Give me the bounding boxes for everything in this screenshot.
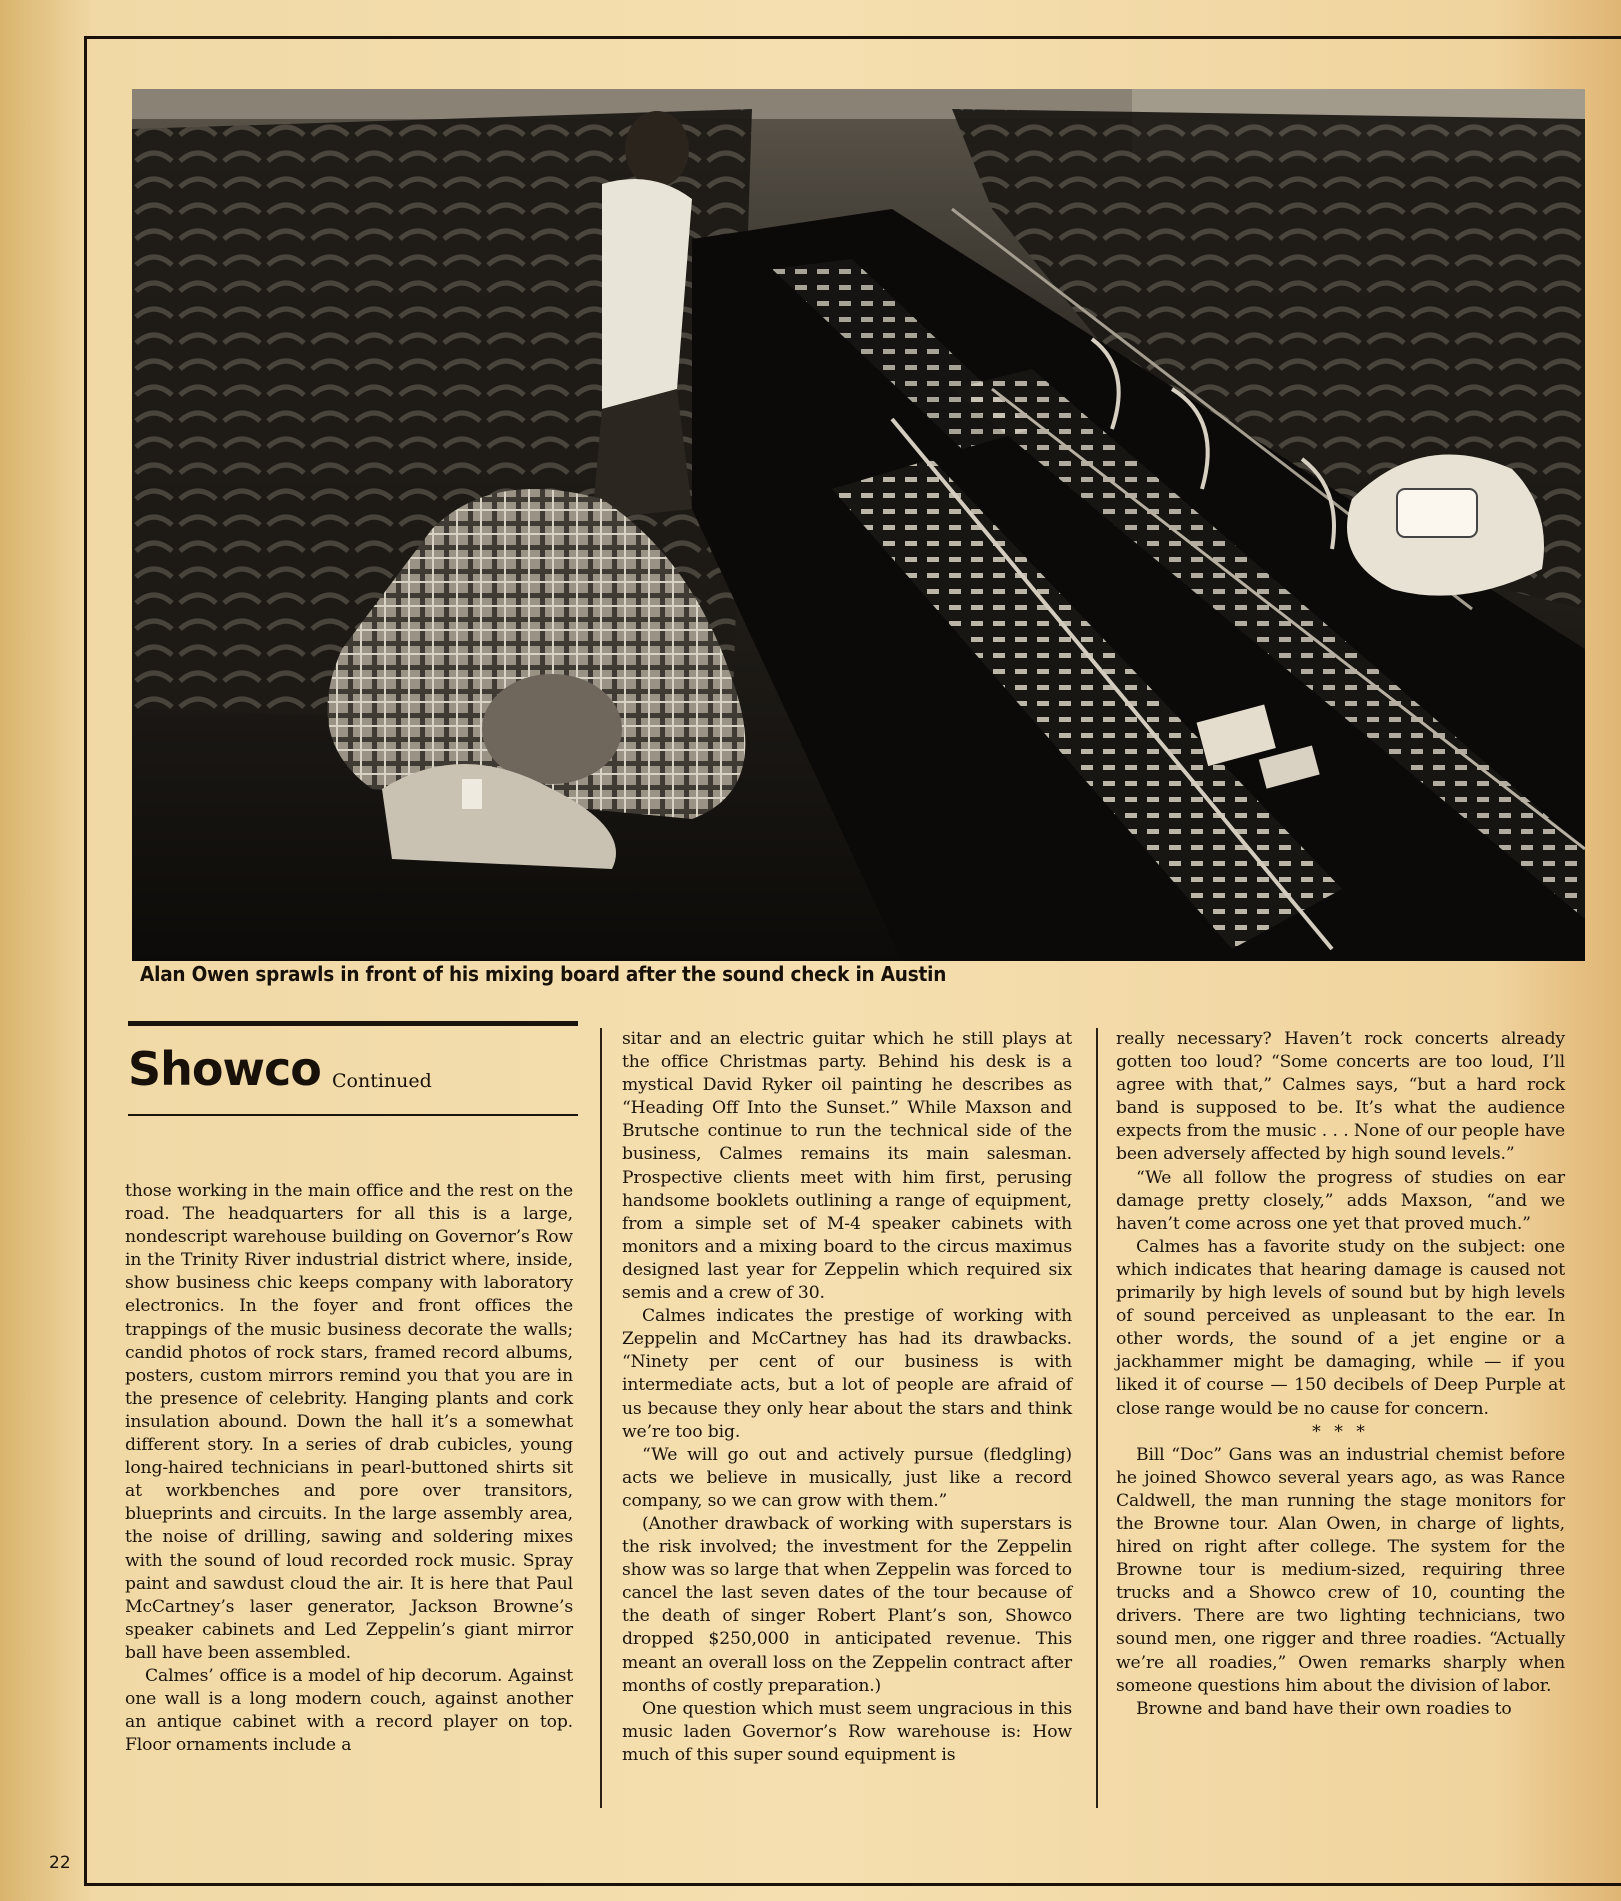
headline-top-rule	[128, 1021, 578, 1026]
paragraph: Bill “Doc” Gans was an industrial chemist before he joined Showco several years ago, as was Rance Caldwell, the man running the stage monitors for the Browne tour. Alan Owen, in charge of lights, hired on right after college. The system for the Browne tour is medium-sized, requiring three trucks and a Showco crew of 10, counting the drivers. There are two lighting technicians, two sound men, one rigger and three roadies. “Actually we’re all roadies,” Owen remarks sharply when someone questions him about the division of labor.	[1116, 1444, 1565, 1696]
photo-caption: Alan Owen sprawls in front of his mixing board after the sound check in Austin	[140, 962, 947, 986]
paragraph: those working in the main office and the rest on the road. The headquarters for all this is a large, nondescript warehouse building on Governor’s Row in the Trinity River industrial district where, inside, show business chic keeps company with laboratory electronics. In the foyer and front offices the trappings of the music business decorate the walls; candid photos of rock stars, framed record albums, posters, custom mirrors remind you that you are in the presence of celebrity. Hanging plants and cork insulation abound. Down the hall it’s a somewhat different story. In a series of drab cubicles, young long-haired technicians in pearl-buttoned shirts sit at workbenches and pore over transitors, blueprints and circuits. In the large assembly area, the noise of drilling, sawing and soldering mixes with the sound of loud recorded rock music. Spray paint and sawdust cloud the air. It is here that Paul McCartney’s laser generator, Jackson Browne’s speaker cabinets and Led Zeppelin’s giant mirror ball have been assembled.	[125, 1181, 573, 1663]
paragraph: Calmes indicates the prestige of working with Zeppelin and McCartney has had its drawbacks. “Ninety per cent of our business is with intermediate acts, but a lot of people are afraid of us because they only hear about the stars and think we’re too big.	[622, 1306, 1072, 1442]
headline-continued-label: Continued	[332, 1070, 432, 1092]
paragraph: (Another drawback of working with superstars is the risk involved; the investment for the Zeppelin show was so large that when Zeppelin was forced to cancel the last seven dates of the tour because of the death of singer Robert Plant’s son, Showco dropped $250,000 in anticipated revenue. This meant an overall loss on the Zeppelin contract after months of costly preparation.)	[622, 1513, 1072, 1696]
mixing-board-photo	[132, 89, 1585, 961]
paragraph: “We will go out and actively pursue (fledgling) acts we believe in musically, just like a record company, so we can grow with them.”	[622, 1444, 1072, 1511]
article-column-1	[125, 1180, 573, 1757]
page-number: 22	[49, 1853, 71, 1873]
paragraph: Calmes’ office is a model of hip decorum. Against one wall is a long modern couch, against another an antique cabinet with a record player on top. Floor ornaments include a	[125, 1665, 573, 1756]
paragraph: really necessary? Haven’t rock concerts already gotten too loud? “Some concerts are too loud, I’ll agree with that,” Calmes says, “but a hard rock band is supposed to be. It’s what the audience expects from the music . . . None of our people have been adversely affected by high sound levels.”	[1116, 1029, 1565, 1165]
paragraph: Browne and band have their own roadies to	[1136, 1698, 1512, 1719]
article-headline: Showco	[128, 1042, 321, 1096]
section-break: * * *	[1312, 1421, 1369, 1442]
paragraph: sitar and an electric guitar which he still plays at the office Christmas party. Behind his desk is a mystical David Ryker oil painting he describes as “Heading Off Into the Sunset.” While Maxson and Brutsche continue to run the technical side of the business, Calmes remains its main salesman. Prospective clients meet with him first, perusing handsome booklets outlining a range of equipment, from a simple set of M-4 speaker cabinets with monitors and a mixing board to the circus maximus designed last year for Zeppelin which required six semis and a crew of 30.	[622, 1029, 1072, 1304]
column-divider	[1096, 1028, 1098, 1808]
article-column-2	[622, 1028, 1072, 1767]
paragraph: Calmes has a favorite study on the subject: one which indicates that hearing damage is caused not primarily by high levels of sound but by high levels of sound perceived as unpleasant to the ear. In other words, the sound of a jet engine or a jackhammer might be damaging, while — if you liked it of course — 150 decibels of Deep Purple at close range would be no cause for concern.	[1116, 1236, 1565, 1419]
paragraph: One question which must seem ungracious in this music laden Governor’s Row warehouse is: How much of this super sound equipment is	[622, 1698, 1072, 1765]
article-column-3	[1116, 1028, 1565, 1721]
paragraph: “We all follow the progress of studies on ear damage pretty closely,” adds Maxson, “and we haven’t come across one yet that proved much.”	[1116, 1167, 1565, 1234]
column-divider	[600, 1028, 602, 1808]
headline-bottom-rule	[128, 1114, 578, 1116]
